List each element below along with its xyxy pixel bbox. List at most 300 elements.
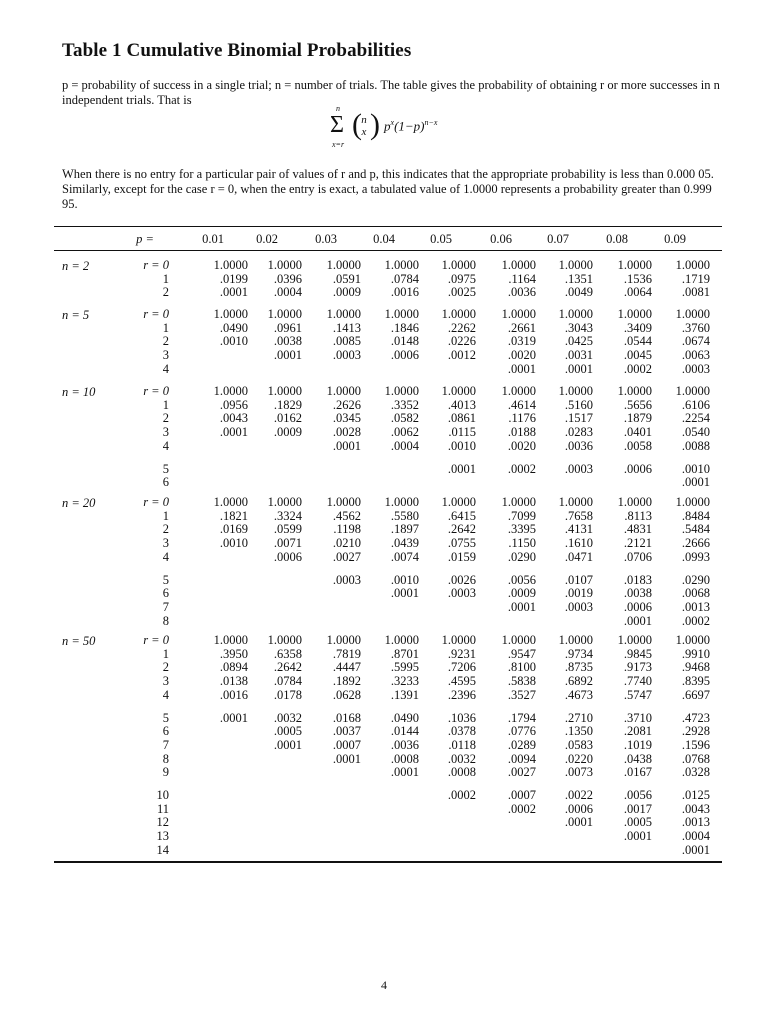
r-label: 10 bbox=[156, 788, 169, 802]
table-cell: .0001 bbox=[564, 815, 593, 830]
table-cell: .0001 bbox=[273, 737, 302, 752]
table-cell: .9231 bbox=[447, 646, 476, 661]
formula-exp-nx: n−x bbox=[424, 118, 438, 127]
table-cell: .2666 bbox=[681, 536, 710, 551]
table-cell: .0036 bbox=[390, 737, 419, 752]
table-cell: .0006 bbox=[623, 599, 652, 614]
table-cell: 1.0000 bbox=[384, 258, 419, 272]
table-cell: .0085 bbox=[332, 334, 361, 349]
r-label: 4 bbox=[162, 438, 169, 453]
table-cell: .7099 bbox=[507, 508, 536, 523]
table-cell: 1.0000 bbox=[267, 633, 302, 647]
table-cell: .0674 bbox=[681, 334, 710, 349]
table-cell: 1.0000 bbox=[617, 307, 652, 321]
table-cell: .0006 bbox=[273, 549, 302, 564]
table-cell: .0544 bbox=[623, 334, 652, 349]
table-cell: .0009 bbox=[332, 285, 361, 300]
table-cell: .1413 bbox=[332, 320, 361, 335]
table-cell: 1.0000 bbox=[267, 495, 302, 509]
table-cell: 1.0000 bbox=[441, 258, 476, 272]
table-cell: .0028 bbox=[332, 425, 361, 440]
table-cell: .1176 bbox=[508, 411, 536, 426]
table-cell: .8701 bbox=[390, 646, 419, 661]
table-cell: .0001 bbox=[219, 710, 248, 725]
binom-bottom: x bbox=[361, 126, 367, 138]
n-label: n = 50 bbox=[62, 634, 96, 648]
r-label: 1 bbox=[162, 397, 169, 412]
table-cell: .0063 bbox=[681, 348, 710, 363]
table-cell: .0068 bbox=[681, 586, 710, 601]
table-cell: .0013 bbox=[681, 815, 710, 830]
table-cell: .9845 bbox=[623, 646, 652, 661]
table-cell: .2121 bbox=[623, 536, 652, 551]
table-cell: .0425 bbox=[564, 334, 593, 349]
table-cell: .0010 bbox=[219, 334, 248, 349]
table-cell: .0058 bbox=[623, 438, 652, 453]
table-cell: .0290 bbox=[507, 549, 536, 564]
table-cell: .0016 bbox=[219, 687, 248, 702]
table-cell: .0396 bbox=[273, 271, 302, 286]
table-cell: .7658 bbox=[564, 508, 593, 523]
r-label: r = 0 bbox=[143, 384, 169, 398]
table-cell: .1351 bbox=[564, 271, 593, 286]
table-cell: 1.0000 bbox=[441, 384, 476, 398]
table-cell: .0001 bbox=[219, 425, 248, 440]
table-cell: .0020 bbox=[507, 348, 536, 363]
table-cell: .0002 bbox=[507, 461, 536, 476]
table-cell: .0043 bbox=[681, 801, 710, 816]
table-cell: .0002 bbox=[447, 788, 476, 802]
intro-paragraph: p = probability of success in a single trial; n = number of trials. The table gives the probability of obtaining r or more successes in n independent trials. That is bbox=[62, 78, 720, 107]
table-cell: .4595 bbox=[447, 674, 476, 689]
table-cell: .4723 bbox=[681, 710, 710, 725]
r-label: r = 0 bbox=[143, 307, 169, 321]
table-cell: .5580 bbox=[390, 508, 419, 523]
r-label: 7 bbox=[162, 599, 169, 614]
table-cell: .3710 bbox=[623, 710, 652, 725]
table-cell: .1019 bbox=[623, 737, 652, 752]
table-cell: .4614 bbox=[507, 397, 536, 412]
table-cell: .0088 bbox=[681, 438, 710, 453]
table-cell: .0768 bbox=[681, 751, 710, 766]
table-cell: .4562 bbox=[332, 508, 361, 523]
r-label: 1 bbox=[162, 508, 169, 523]
note-paragraph: When there is no entry for a particular pair of values of r and p, this indicates that the appropriate probability is less than 0.000 05. Similarly, except for the case r = 0, when the entry is exact, a tabulated value of 1.0000 represents a probability greater than 0.999 95. bbox=[62, 167, 714, 211]
table-cell: .0002 bbox=[507, 801, 536, 816]
table-cell: .0036 bbox=[564, 438, 593, 453]
table-cell: .2642 bbox=[273, 660, 302, 675]
table-cell: .3043 bbox=[564, 320, 593, 335]
table-cell: .0032 bbox=[273, 710, 302, 725]
table-cell: .0002 bbox=[623, 361, 652, 376]
table-cell: .0004 bbox=[273, 285, 302, 300]
r-label: 2 bbox=[162, 411, 169, 426]
table-cell: .5484 bbox=[681, 522, 710, 537]
table-cell: .0094 bbox=[507, 751, 536, 766]
table-cell: .8395 bbox=[681, 674, 710, 689]
table-cell: 1.0000 bbox=[675, 258, 710, 272]
table-cell: .0008 bbox=[447, 765, 476, 780]
table-cell: 1.0000 bbox=[326, 633, 361, 647]
table-cell: .2254 bbox=[681, 411, 710, 426]
table-cell: .0378 bbox=[447, 724, 476, 739]
table-cell: .3324 bbox=[273, 508, 302, 523]
r-label: 5 bbox=[162, 710, 169, 725]
table-cell: .0038 bbox=[273, 334, 302, 349]
table-cell: .0975 bbox=[447, 271, 476, 286]
table-cell: .3395 bbox=[507, 522, 536, 537]
table-cell: 1.0000 bbox=[326, 495, 361, 509]
table-cell: .2262 bbox=[447, 320, 476, 335]
table-cell: .4013 bbox=[447, 397, 476, 412]
table-cell: .0031 bbox=[564, 348, 593, 363]
table-cell: .0001 bbox=[273, 348, 302, 363]
table-cell: .0226 bbox=[447, 334, 476, 349]
table-cell: .1846 bbox=[390, 320, 419, 335]
table-cell: .0583 bbox=[564, 737, 593, 752]
table-cell: .0290 bbox=[681, 572, 710, 587]
r-label: 4 bbox=[162, 687, 169, 702]
table-cell: .0074 bbox=[390, 549, 419, 564]
table-cell: .0007 bbox=[507, 788, 536, 802]
table-cell: 1.0000 bbox=[384, 384, 419, 398]
table-cell: .0199 bbox=[219, 271, 248, 286]
n-label: n = 5 bbox=[62, 308, 90, 322]
table-cell: .3760 bbox=[681, 320, 710, 335]
table-cell: .0010 bbox=[681, 461, 710, 476]
table-cell: .3352 bbox=[390, 397, 419, 412]
table-cell: 1.0000 bbox=[267, 307, 302, 321]
table-cell: 1.0000 bbox=[384, 307, 419, 321]
table-cell: .0438 bbox=[623, 751, 652, 766]
table-cell: .0289 bbox=[507, 737, 536, 752]
table-cell: .0582 bbox=[390, 411, 419, 426]
table-cell: .0168 bbox=[332, 710, 361, 725]
r-label: 2 bbox=[162, 660, 169, 675]
r-label: 1 bbox=[162, 271, 169, 286]
table-cell: 1.0000 bbox=[267, 384, 302, 398]
table-cell: 1.0000 bbox=[675, 384, 710, 398]
table-cell: .1829 bbox=[273, 397, 302, 412]
table-cell: .5656 bbox=[623, 397, 652, 412]
table-cell: .1350 bbox=[564, 724, 593, 739]
table-cell: .8735 bbox=[564, 660, 593, 675]
r-label: 5 bbox=[162, 461, 169, 476]
table-cell: .0005 bbox=[623, 815, 652, 830]
table-cell: .0148 bbox=[390, 334, 419, 349]
table-cell: .0490 bbox=[390, 710, 419, 725]
table-cell: 1.0000 bbox=[617, 495, 652, 509]
table-cell: .0599 bbox=[273, 522, 302, 537]
header-p-1: 0.01 bbox=[202, 232, 224, 246]
table-cell: .0894 bbox=[219, 660, 248, 675]
r-label: 5 bbox=[162, 572, 169, 587]
table-cell: .0001 bbox=[564, 361, 593, 376]
table-cell: 1.0000 bbox=[213, 495, 248, 509]
table-cell: .1596 bbox=[681, 737, 710, 752]
table-cell: 1.0000 bbox=[501, 633, 536, 647]
table-cell: .1794 bbox=[507, 710, 536, 725]
table-cell: .1036 bbox=[447, 710, 476, 725]
table-cell: .7206 bbox=[447, 660, 476, 675]
table-cell: .0861 bbox=[447, 411, 476, 426]
table-cell: 1.0000 bbox=[213, 258, 248, 272]
table-cell: 1.0000 bbox=[441, 307, 476, 321]
table-cell: 1.0000 bbox=[617, 258, 652, 272]
table-cell: .6358 bbox=[273, 646, 302, 661]
table-cell: 1.0000 bbox=[558, 495, 593, 509]
table-cell: .0001 bbox=[507, 599, 536, 614]
table-cell: .0001 bbox=[219, 285, 248, 300]
r-label: 8 bbox=[162, 613, 169, 628]
table-cell: .9547 bbox=[507, 646, 536, 661]
formula-p: p bbox=[384, 118, 391, 134]
table-cell: .0009 bbox=[273, 425, 302, 440]
r-label: 3 bbox=[162, 674, 169, 689]
table-cell: .0471 bbox=[564, 549, 593, 564]
table-cell: .8100 bbox=[507, 660, 536, 675]
table-cell: .0012 bbox=[447, 348, 476, 363]
table-cell: .1517 bbox=[564, 411, 593, 426]
table-cell: .1610 bbox=[564, 536, 593, 551]
table-cell: 1.0000 bbox=[267, 258, 302, 272]
table-cell: .8113 bbox=[624, 508, 652, 523]
table-cell: .0003 bbox=[332, 348, 361, 363]
table-cell: .0439 bbox=[390, 536, 419, 551]
table-cell: .0755 bbox=[447, 536, 476, 551]
table-cell: .6697 bbox=[681, 687, 710, 702]
table-cell: 1.0000 bbox=[617, 384, 652, 398]
table-cell: .0010 bbox=[447, 438, 476, 453]
table-cell: .0003 bbox=[564, 461, 593, 476]
r-label: 7 bbox=[162, 737, 169, 752]
table-cell: .0006 bbox=[390, 348, 419, 363]
header-p-5: 0.05 bbox=[430, 232, 452, 246]
r-label: 2 bbox=[162, 334, 169, 349]
table-cell: 1.0000 bbox=[441, 633, 476, 647]
table-cell: 1.0000 bbox=[558, 307, 593, 321]
r-label: 6 bbox=[162, 475, 169, 490]
table-cell: .6106 bbox=[681, 397, 710, 412]
table-cell: .0043 bbox=[219, 411, 248, 426]
summation-symbol: Σ bbox=[330, 112, 344, 138]
table-cell: .1150 bbox=[508, 536, 536, 551]
table-cell: .0178 bbox=[273, 687, 302, 702]
table-cell: .0345 bbox=[332, 411, 361, 426]
table-cell: .0010 bbox=[219, 536, 248, 551]
table-cell: .0167 bbox=[623, 765, 652, 780]
table-cell: .0049 bbox=[564, 285, 593, 300]
table-cell: .0107 bbox=[564, 572, 593, 587]
r-label: 3 bbox=[162, 536, 169, 551]
r-label: r = 0 bbox=[143, 633, 169, 647]
table-cell: .1719 bbox=[681, 271, 710, 286]
table-cell: .0004 bbox=[390, 438, 419, 453]
r-label: 6 bbox=[162, 724, 169, 739]
table-cell: .0001 bbox=[681, 842, 710, 857]
table-cell: .0073 bbox=[564, 765, 593, 780]
table-cell: .1897 bbox=[390, 522, 419, 537]
table-cell: .0006 bbox=[623, 461, 652, 476]
table-cell: .0056 bbox=[623, 788, 652, 802]
r-label: 14 bbox=[156, 842, 169, 857]
table-cell: .0956 bbox=[219, 397, 248, 412]
table-cell: .0118 bbox=[448, 737, 476, 752]
header-p-3: 0.03 bbox=[315, 232, 337, 246]
table-cell: 1.0000 bbox=[384, 633, 419, 647]
table-cell: .0401 bbox=[623, 425, 652, 440]
table-cell: .0005 bbox=[273, 724, 302, 739]
r-label: 2 bbox=[162, 285, 169, 300]
table-cell: .3409 bbox=[623, 320, 652, 335]
table-cell: .5160 bbox=[564, 397, 593, 412]
table-cell: .0022 bbox=[564, 788, 593, 802]
table-cell: .1391 bbox=[390, 687, 419, 702]
binom-open-paren: ( bbox=[352, 108, 362, 141]
r-label: 6 bbox=[162, 586, 169, 601]
table-cell: .0013 bbox=[681, 599, 710, 614]
table-cell: .0776 bbox=[507, 724, 536, 739]
r-label: 4 bbox=[162, 361, 169, 376]
table-cell: .0008 bbox=[390, 751, 419, 766]
table-cell: .2661 bbox=[507, 320, 536, 335]
table-cell: 1.0000 bbox=[326, 307, 361, 321]
table-cell: .2081 bbox=[623, 724, 652, 739]
table-cell: 1.0000 bbox=[675, 495, 710, 509]
table-cell: 1.0000 bbox=[384, 495, 419, 509]
binom-close-paren: ) bbox=[370, 108, 380, 141]
r-label: 12 bbox=[156, 815, 169, 830]
table-cell: .0010 bbox=[390, 572, 419, 587]
table-cell: .6415 bbox=[447, 508, 476, 523]
table-cell: .0784 bbox=[390, 271, 419, 286]
n-label: n = 2 bbox=[62, 259, 90, 273]
table-cell: .5838 bbox=[507, 674, 536, 689]
table-cell: .0220 bbox=[564, 751, 593, 766]
table-cell: .2396 bbox=[447, 687, 476, 702]
table-cell: .0188 bbox=[507, 425, 536, 440]
table-cell: .0125 bbox=[681, 788, 710, 802]
table-cell: .0056 bbox=[507, 572, 536, 587]
header-p-8: 0.08 bbox=[606, 232, 628, 246]
table-cell: .9173 bbox=[623, 660, 652, 675]
table-cell: .0045 bbox=[623, 348, 652, 363]
table-cell: 1.0000 bbox=[617, 633, 652, 647]
table-cell: .0784 bbox=[273, 674, 302, 689]
table-cell: 1.0000 bbox=[675, 307, 710, 321]
table-cell: 1.0000 bbox=[501, 384, 536, 398]
table-cell: .1536 bbox=[623, 271, 652, 286]
table-cell: .0001 bbox=[623, 829, 652, 844]
r-label: 9 bbox=[162, 765, 169, 780]
table-cell: .0027 bbox=[507, 765, 536, 780]
table-cell: .0003 bbox=[332, 572, 361, 587]
table-cell: .5747 bbox=[623, 687, 652, 702]
table-cell: .0328 bbox=[681, 765, 710, 780]
table-cell: .4131 bbox=[564, 522, 593, 537]
table-cell: 1.0000 bbox=[213, 633, 248, 647]
header-p-label: p = bbox=[136, 232, 154, 246]
r-label: 1 bbox=[162, 646, 169, 661]
table-cell: .0628 bbox=[332, 687, 361, 702]
r-label: 3 bbox=[162, 425, 169, 440]
table-cell: .0003 bbox=[564, 599, 593, 614]
table-cell: .4447 bbox=[332, 660, 361, 675]
table-cell: .3527 bbox=[507, 687, 536, 702]
r-label: 8 bbox=[162, 751, 169, 766]
table-cell: .4673 bbox=[564, 687, 593, 702]
table-cell: .0001 bbox=[623, 613, 652, 628]
table-cell: .0162 bbox=[273, 411, 302, 426]
n-label: n = 10 bbox=[62, 385, 96, 399]
table-cell: .1821 bbox=[219, 508, 248, 523]
table-cell: .4831 bbox=[623, 522, 652, 537]
table-cell: .7740 bbox=[623, 674, 652, 689]
table-cell: .0540 bbox=[681, 425, 710, 440]
formula-exp-x: x bbox=[390, 118, 395, 127]
page-title: Table 1 Cumulative Binomial Probabilities bbox=[62, 40, 412, 61]
table-cell: .3233 bbox=[390, 674, 419, 689]
table-cell: 1.0000 bbox=[558, 384, 593, 398]
binom-top: n bbox=[361, 114, 367, 126]
sum-lower-limit: x=r bbox=[332, 140, 345, 149]
table-cell: .2928 bbox=[681, 724, 710, 739]
table-cell: .0026 bbox=[447, 572, 476, 587]
table-cell: .0283 bbox=[564, 425, 593, 440]
table-cell: .0001 bbox=[390, 765, 419, 780]
table-cell: .0020 bbox=[507, 438, 536, 453]
table-cell: 1.0000 bbox=[675, 633, 710, 647]
table-cell: .0169 bbox=[219, 522, 248, 537]
table-cell: 1.0000 bbox=[558, 633, 593, 647]
table-cell: .0001 bbox=[447, 461, 476, 476]
table-cell: 1.0000 bbox=[501, 495, 536, 509]
table-cell: .0004 bbox=[681, 829, 710, 844]
table-cell: .0001 bbox=[681, 475, 710, 490]
table-cell: 1.0000 bbox=[326, 384, 361, 398]
table-cell: .8484 bbox=[681, 508, 710, 523]
table-bottom-rule bbox=[54, 861, 722, 863]
table-cell: .5995 bbox=[390, 660, 419, 675]
table-cell: .0591 bbox=[332, 271, 361, 286]
table-cell: .0006 bbox=[564, 801, 593, 816]
table-cell: .0062 bbox=[390, 425, 419, 440]
header-p-6: 0.06 bbox=[490, 232, 512, 246]
table-cell: .0319 bbox=[507, 334, 536, 349]
table-cell: .2626 bbox=[332, 397, 361, 412]
table-cell: .7819 bbox=[332, 646, 361, 661]
table-header-rule bbox=[54, 250, 722, 251]
table-cell: .0993 bbox=[681, 549, 710, 564]
table-cell: .0210 bbox=[332, 536, 361, 551]
table-cell: .9910 bbox=[681, 646, 710, 661]
r-label: 11 bbox=[156, 801, 169, 816]
table-cell: .0961 bbox=[273, 320, 302, 335]
page-number: 4 bbox=[381, 978, 387, 992]
table-cell: .0003 bbox=[447, 586, 476, 601]
table-cell: .0064 bbox=[623, 285, 652, 300]
n-label: n = 20 bbox=[62, 496, 96, 510]
formula-middle: (1−p) bbox=[394, 118, 425, 134]
table-cell: 1.0000 bbox=[213, 384, 248, 398]
table-cell: .0115 bbox=[448, 425, 476, 440]
table-cell: .0017 bbox=[623, 801, 652, 816]
table-cell: .9734 bbox=[564, 646, 593, 661]
header-p-4: 0.04 bbox=[373, 232, 395, 246]
r-label: 13 bbox=[156, 829, 169, 844]
table-cell: .1879 bbox=[623, 411, 652, 426]
table-cell: .9468 bbox=[681, 660, 710, 675]
